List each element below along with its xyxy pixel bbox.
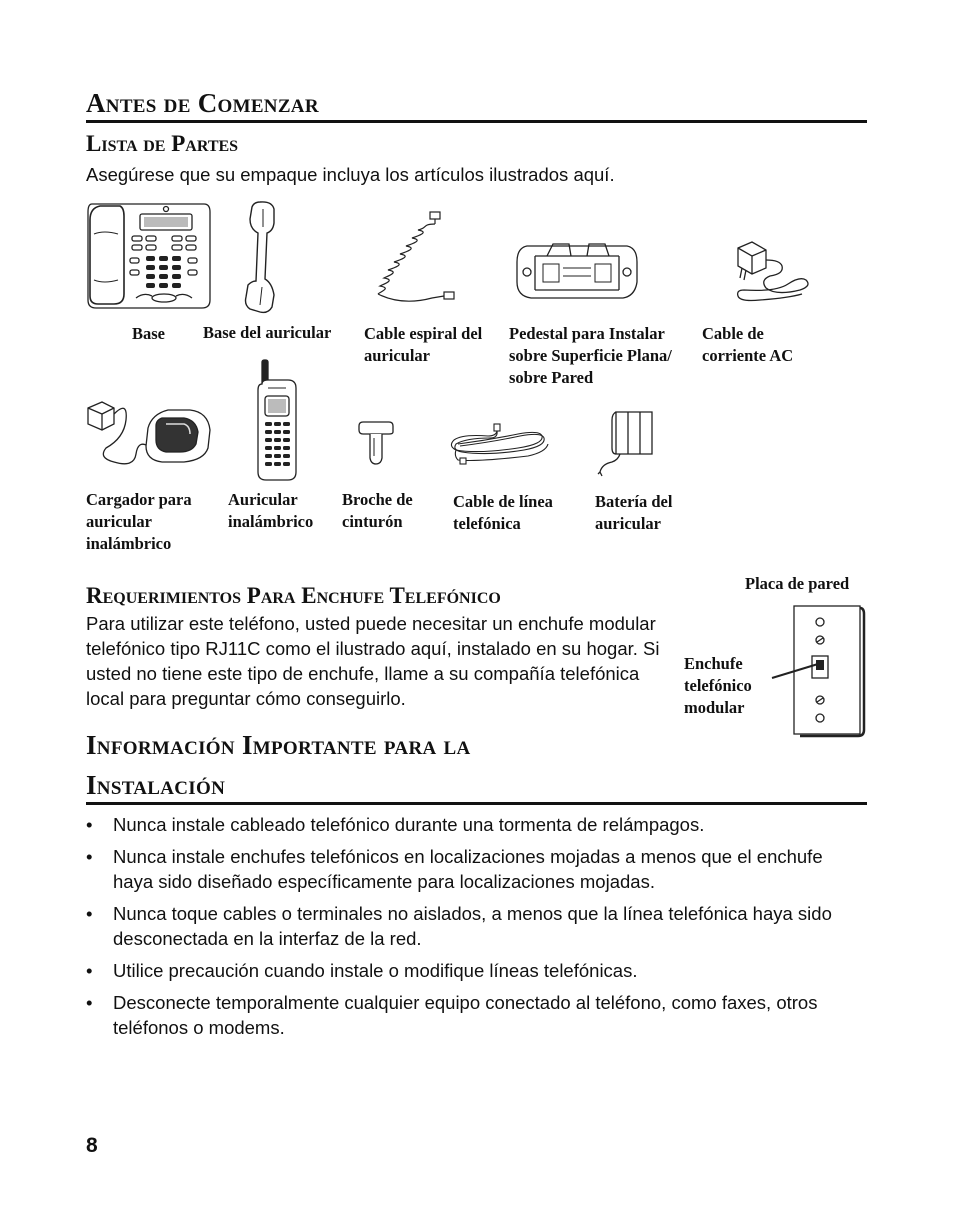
wall-plate-icon <box>768 602 868 738</box>
part-label-charger: Cargador para auricular inalámbrico <box>86 490 192 553</box>
part-label-belt-clip: Broche de cinturón <box>342 490 413 531</box>
line-cord-icon <box>448 422 550 466</box>
jack-requirements-text: Para utilizar este teléfono, usted puede necesitar un enchufe modular telefónico tipo RJ11C como el ilustrado aquí, instalado en su hogar. Si usted no tiene este tipo de enchufe, llame a su compañía telefónica local para preguntar cómo conseguirlo. <box>86 613 660 709</box>
page-number: 8 <box>86 1134 98 1157</box>
title-rule <box>86 120 867 123</box>
stand-icon <box>513 240 641 302</box>
install-bullet: • Utilice precaución cuando instale o modifique líneas telefónicas. <box>86 958 861 983</box>
subsection-title-parts: Lista de Partes <box>86 131 239 156</box>
part-label-stand: Pedestal para Instalar sobre Superficie Plana/ sobre Pared <box>509 324 672 387</box>
coil-cord-icon <box>372 210 462 310</box>
section-title-install-line2: Instalación <box>86 770 226 800</box>
subsection-title-jack: Requerimientos Para Enchufe Telefónico <box>86 583 501 608</box>
section-title-before: Antes de Comenzar <box>86 88 319 118</box>
install-bullet: • Desconecte temporalmente cualquier equipo conectado al teléfono, como faxes, otros teléfonos o modems. <box>86 990 861 1040</box>
install-bullet-list <box>86 812 861 1047</box>
install-title-rule <box>86 802 867 805</box>
part-label-line-cord: Cable de línea telefónica <box>453 492 553 533</box>
part-label-battery: Batería del auricular <box>595 492 673 533</box>
parts-intro: Asegúrese que su empaque incluya los artículos ilustrados aquí. <box>86 164 615 185</box>
install-bullet: • Nunca toque cables o terminales no aislados, a menos que la línea telefónica haya sido desconectada en la interfaz de la red. <box>86 901 861 951</box>
part-label-coil-cord: Cable espiral del auricular <box>364 324 483 365</box>
wall-plate-jack-label: Enchufe telefónico modular <box>684 654 752 717</box>
charger-icon <box>84 398 214 474</box>
phone-base-icon <box>84 200 214 312</box>
part-label-base: Base <box>132 324 165 343</box>
install-bullet: • Nunca instale enchufes telefónicos en localizaciones mojadas a menos que el enchufe haya sido diseñado específicamente para localizaciones mojadas. <box>86 844 861 894</box>
part-label-ac-cord: Cable de corriente AC <box>702 324 794 365</box>
handset-icon <box>240 199 282 317</box>
ac-adapter-icon <box>730 238 814 304</box>
part-label-cordless-handset: Auricular inalámbrico <box>228 490 314 531</box>
section-title-install-line1: Información Importante para la <box>86 730 471 760</box>
cordless-handset-icon <box>254 358 300 482</box>
part-label-handset-base: Base del auricular <box>203 323 332 342</box>
battery-icon <box>594 410 656 480</box>
wall-plate-title: Placa de pared <box>745 574 850 593</box>
belt-clip-icon <box>355 420 397 466</box>
install-bullet: • Nunca instale cableado telefónico durante una tormenta de relámpagos. <box>86 812 861 837</box>
